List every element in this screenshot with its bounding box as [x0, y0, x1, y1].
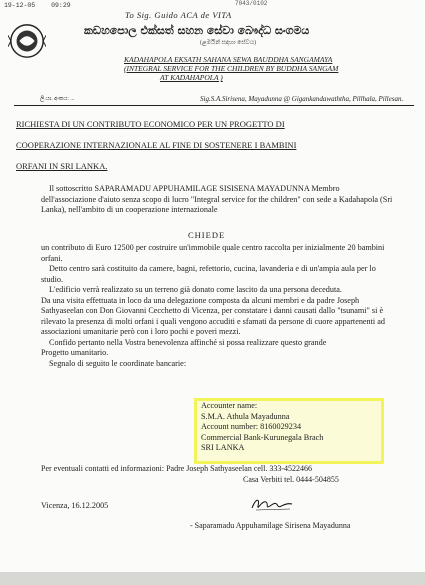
date-place: Vicenza, 16.12.2005: [41, 501, 109, 510]
body-paragraph: Progetto umanitario.: [41, 348, 109, 357]
body-paragraph: Da una visita effettuata in loco da una delegazione composta da alcuni membri e da padre Joseph Sathyaseelan con Don Giovanni Cecchetto di Vicenza, per constatare i danni causati dallo "tsunami" si è rilevato la presenza di molti orfani i quali vengono accuditi e sfamati da persone di cuore appartenenti ad associazioni umanitarie però con i loro pochi e poveri mezzi.: [41, 295, 385, 336]
subject-line-3: ORFANI IN SRI LANKA.: [16, 161, 108, 171]
fax-header: [4, 2, 83, 9]
account-bank: Commercial Bank-Kurunegala Brach: [201, 432, 324, 442]
fax-date: 19-12-05: [4, 2, 36, 9]
body-paragraph: L'edificio verrà realizzato su un terreno già donato come lascito da una persona deceduta.: [49, 285, 342, 294]
handwritten-note: To Sig. Guido ACA de VITA: [125, 10, 232, 20]
contact-line-1: Per eventuali contatti ed informazioni: Padre Joseph Sathyaseelan cell. 333-4522466: [41, 464, 313, 473]
body-paragraph: Confido pertanto nella Vostra benevolenza affinché si possa realizzare questo grande: [49, 337, 327, 347]
fax-time: 09:29: [51, 2, 71, 9]
letter-body: [41, 184, 396, 216]
contact-line-2: Casa Verbiti tel. 0444-504855: [243, 475, 339, 484]
letterhead-address: Sig.S.A.Sirisena, Mayadunna @ Gigankandawaththa, Pillhala, Pillesan.: [200, 95, 404, 103]
contacts: [41, 463, 401, 485]
header-divider: [14, 105, 414, 106]
organization-logo: [8, 22, 46, 60]
account-name: S.M.A. Athula Mayadunna: [201, 411, 290, 421]
page-bottom-edge: [0, 572, 425, 585]
body-paragraph: Segnalo di seguito le coordinate bancarie:: [49, 358, 187, 368]
letterhead-sinhala-sub: (ළමයින් සඳහා සේවය): [200, 40, 257, 46]
account-country: SRI LANKA: [201, 443, 245, 452]
account-title: Accounter name:: [201, 401, 258, 410]
intro-paragraph: Il sottoscritto SAPARAMADU APPUHAMILAGE SISISENA MAYADUNNA Membro dell'associazione d'aiuto senza scopo di lucro "Integral service for the children" con sede a Kadahapola (Sri Lanka), nell'ambito di un cooperazione internazionale: [41, 184, 393, 214]
subject-line-2: COOPERAZIONE INTERNAZIONALE AL FINE DI SOSTENERE I BAMBINI: [16, 140, 297, 150]
signer-name: - Saparamadu Appuhamilage Sirisena Mayadunna: [190, 521, 351, 530]
letterhead-sinhala: කඩහපොල එක්සත් සහන සේවා බෞද්ධ සංගමය: [84, 24, 310, 37]
org-line-1: KADAHAPOLA EKSATH SAHANA SEWA BAUDDHA SANGAMAYA: [124, 55, 333, 64]
bank-account-box: [194, 398, 384, 464]
fax-number: 7043/0102: [235, 0, 268, 7]
subject: [16, 114, 406, 177]
handwritten-signature: [248, 494, 298, 514]
org-line-3: AT KADAHAPOLA ): [160, 73, 223, 82]
registration-number: ලි.යා. අංකය: ...: [40, 96, 75, 102]
account-number: Account number: 8160029234: [201, 422, 302, 431]
letterhead-org: [124, 55, 338, 82]
org-line-2: (INTEGRAL SERVICE FOR THE CHILDREN BY BUDDHA SANGAM: [124, 64, 339, 73]
chiede-heading: CHIEDE: [188, 230, 226, 240]
request-body: [41, 243, 396, 369]
body-paragraph: un contributo di Euro 12500 per costruire un'immobile quale centro raccolta per inizialmente 20 bambini orfani.: [41, 243, 385, 263]
body-paragraph: Detto centro sarà costituito da camere, bagni, refettorio, cucina, lavanderia e di un'ampia aula per lo studio.: [41, 264, 376, 284]
subject-line-1: RICHIESTA DI UN CONTRIBUTO ECONOMICO PER UN PROGETTO DI: [16, 119, 285, 129]
